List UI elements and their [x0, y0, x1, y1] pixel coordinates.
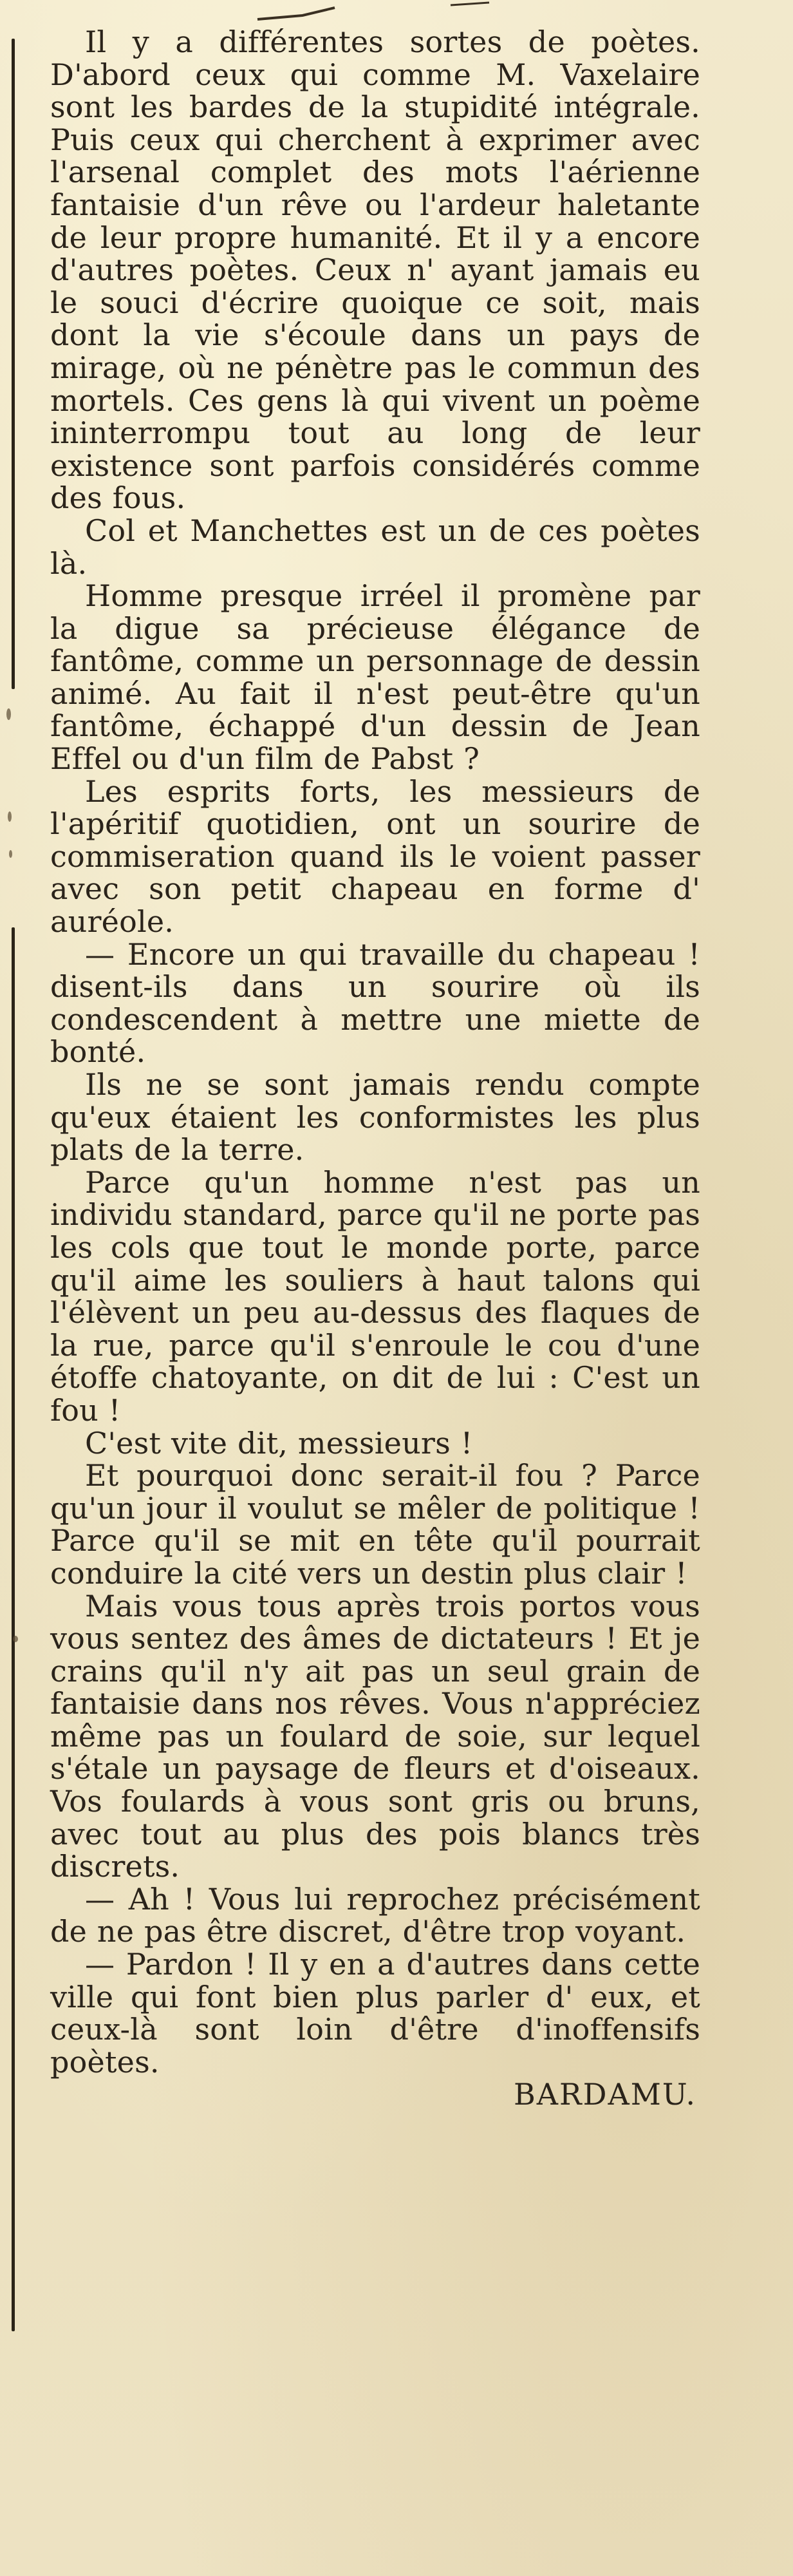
author-signature: BARDAMU.	[513, 2077, 696, 2112]
ink-fleck	[8, 811, 12, 822]
column-rule-bottom	[12, 927, 15, 2331]
paragraph: Ils ne se sont jamais rendu compte qu'eux étaient les conformistes les plus plats de la terre.	[50, 1067, 700, 1168]
paragraph-final: — Pardon ! Il y en a d'autres dans cette ville qui font bien plus parler d' eux, et ceux-là sont loin d'être d'inoffensifs poètes.	[50, 1947, 700, 2079]
paragraph: C'est vite dit, messieurs !	[85, 1425, 473, 1461]
ink-fleck	[13, 1636, 18, 1642]
paragraph: Homme presque irréel il promène par la digue sa précieuse élégance de fantôme, comme un personnage de dessin animé. Au fait il n'est peut-être qu'un fantôme, échappé d'un dessin de Jean Effel ou d'un film de Pabst ?	[50, 578, 700, 777]
paragraph: Mais vous tous après trois portos vous vous sentez des âmes de dictateurs ! Et je crains qu'il n'y ait pas un seul grain de fantaisie dans nos rêves. Vous n'appréciez même pas un foulard de soie, sur lequel s'étale un paysage de fleurs et d'oiseaux. Vos foulards à vous sont gris ou bruns, avec tout au plus des pois blancs très discrets.	[50, 1588, 700, 1884]
paragraph: — Encore un qui travaille du chapeau ! disent-ils dans un sourire où ils condescendent à mettre une miette de bonté.	[50, 936, 700, 1070]
signature-row	[50, 2078, 700, 2111]
paragraph: Col et Manchettes est un de ces poètes là.	[50, 513, 700, 581]
column-rule-top	[12, 39, 15, 689]
paragraph: — Ah ! Vous lui reprochez précisément de ne pas être discret, d'être trop voyant.	[50, 1881, 700, 1949]
top-edge-marks	[0, 0, 793, 26]
paragraph: Les esprits forts, les messieurs de l'apéritif quotidien, ont un sourire de commiseration quand ils le voient passer avec son petit chapeau en forme d' auréole.	[50, 773, 700, 940]
paragraph: Et pourquoi donc serait-il fou ? Parce qu'un jour il voulut se mêler de politique ! Parce qu'il se mit en tête qu'il pourrait conduire la cité vers un destin plus clair !	[50, 1458, 700, 1591]
ink-fleck	[9, 850, 12, 858]
paragraph: Parce qu'un homme n'est pas un individu standard, parce qu'il ne porte pas les cols que tout le monde porte, parce qu'il aime les souliers à haut talons qui l'élèvent un peu au-dessus des flaques de la rue, parce qu'il s'enroule le cou d'une étoffe chatoyante, on dit de lui : C'est un fou !	[50, 1164, 700, 1428]
ink-fleck	[6, 708, 11, 720]
paragraph: Il y a différentes sortes de poètes. D'abord ceux qui comme M. Vaxelaire sont les bardes de la stupidité intégrale. Puis ceux qui cherchent à exprimer avec l'arsenal complet des mots l'aérienne fantaisie d'un rêve ou l'ardeur haletante de leur propre humanité. Et il y a encore d'autres poètes. Ceux n' ayant jamais eu le souci d'écrire quoique ce soit, mais dont la vie s'écoule dans un pays de mirage, où ne pénètre pas le commun des mortels. Ces gens là qui vivent un poème ininterrompu tout au long de leur existence sont parfois considérés comme des fous.	[50, 24, 700, 516]
article-body	[50, 26, 700, 2111]
